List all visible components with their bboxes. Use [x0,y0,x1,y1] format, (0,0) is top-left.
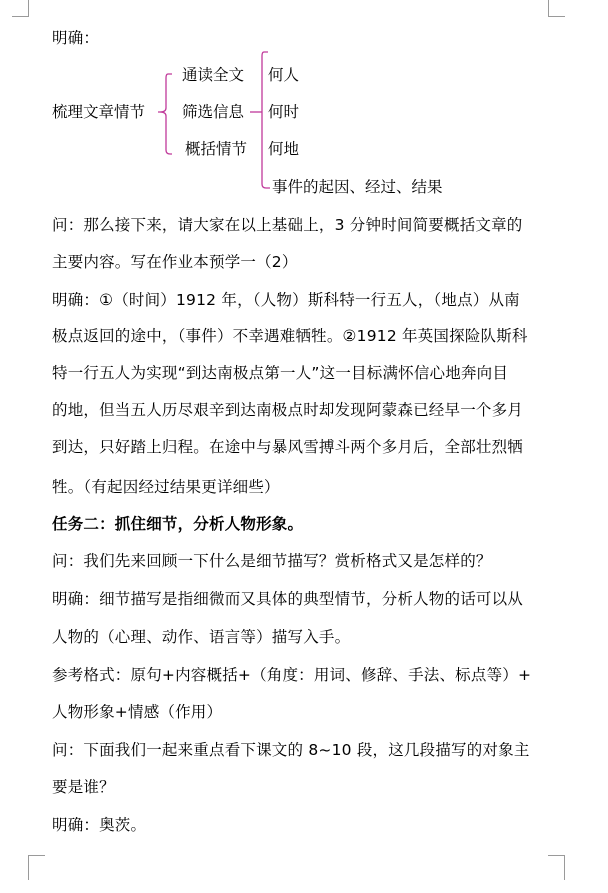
paragraph-line: 要是谁？ [52,778,115,796]
paragraph-line: 人物的（心理、动作、语言等）描写入手。 [52,628,351,646]
paragraph-line: 问：那么接下来，请大家在以上基础上，3 分钟时间简要概括文章的 [52,216,523,234]
diagram-step-1: 通读全文 [182,66,245,84]
paragraph-line: 问：下面我们一起来重点看下课文的 8~10 段，这几段描写的对象主 [52,741,530,759]
paragraph-line: 主要内容。写在作业本预学一（2） [52,253,298,271]
paragraph-line: 到达，只好踏上归程。在途中与暴风雪搏斗两个多月后，全部壮烈牺 [52,438,524,456]
crop-mark-bottom-left [28,855,45,880]
paragraph-line: 参考格式：原句+内容概括+（角度：用词、修辞、手法、标点等）+ [52,666,532,684]
diagram-item-3: 何地 [268,140,300,158]
brace-root-to-steps [158,74,172,154]
paragraph-line: 人物形象+情感（作用） [52,703,223,721]
paragraph-line: 明确：①（时间）1912 年，（人物）斯科特一行五人，（地点）从南 [52,291,520,309]
paragraph-line: 牲。（有起因经过结果更详细些） [52,478,280,496]
section-heading: 任务二：抓住细节，分析人物形象。 [52,515,304,533]
paragraph-line: 明确：细节描写是指细微而又具体的典型情节，分析人物的话可以从 [52,590,524,608]
diagram-root: 梳理文章情节 [52,103,146,121]
diagram-step-2: 筛选信息 [182,103,245,121]
answer-label: 明确： [52,29,100,47]
paragraph-line: 特一行五人为实现“到达南极点第一人”这一目标满怀信心地奔向目 [52,364,509,382]
paragraph-line: 问：我们先来回顾一下什么是细节描写？赏析格式又是怎样的？ [52,552,492,570]
paragraph-line: 极点返回的途中，（事件）不幸遇难牺牲。②1912 年英国探险队斯科 [52,327,528,345]
diagram-item-1: 何人 [268,66,300,84]
diagram-item-2: 何时 [268,103,300,121]
diagram-item-4: 事件的起因、经过、结果 [272,178,443,196]
crop-mark-bottom-right [548,855,565,880]
diagram-step-3: 概括情节 [185,140,248,158]
paragraph-line: 的地，但当五人历尽艰辛到达南极点时却发现阿蒙森已经早一个多月 [52,401,524,419]
paragraph-line: 明确：奥茨。 [52,816,147,834]
